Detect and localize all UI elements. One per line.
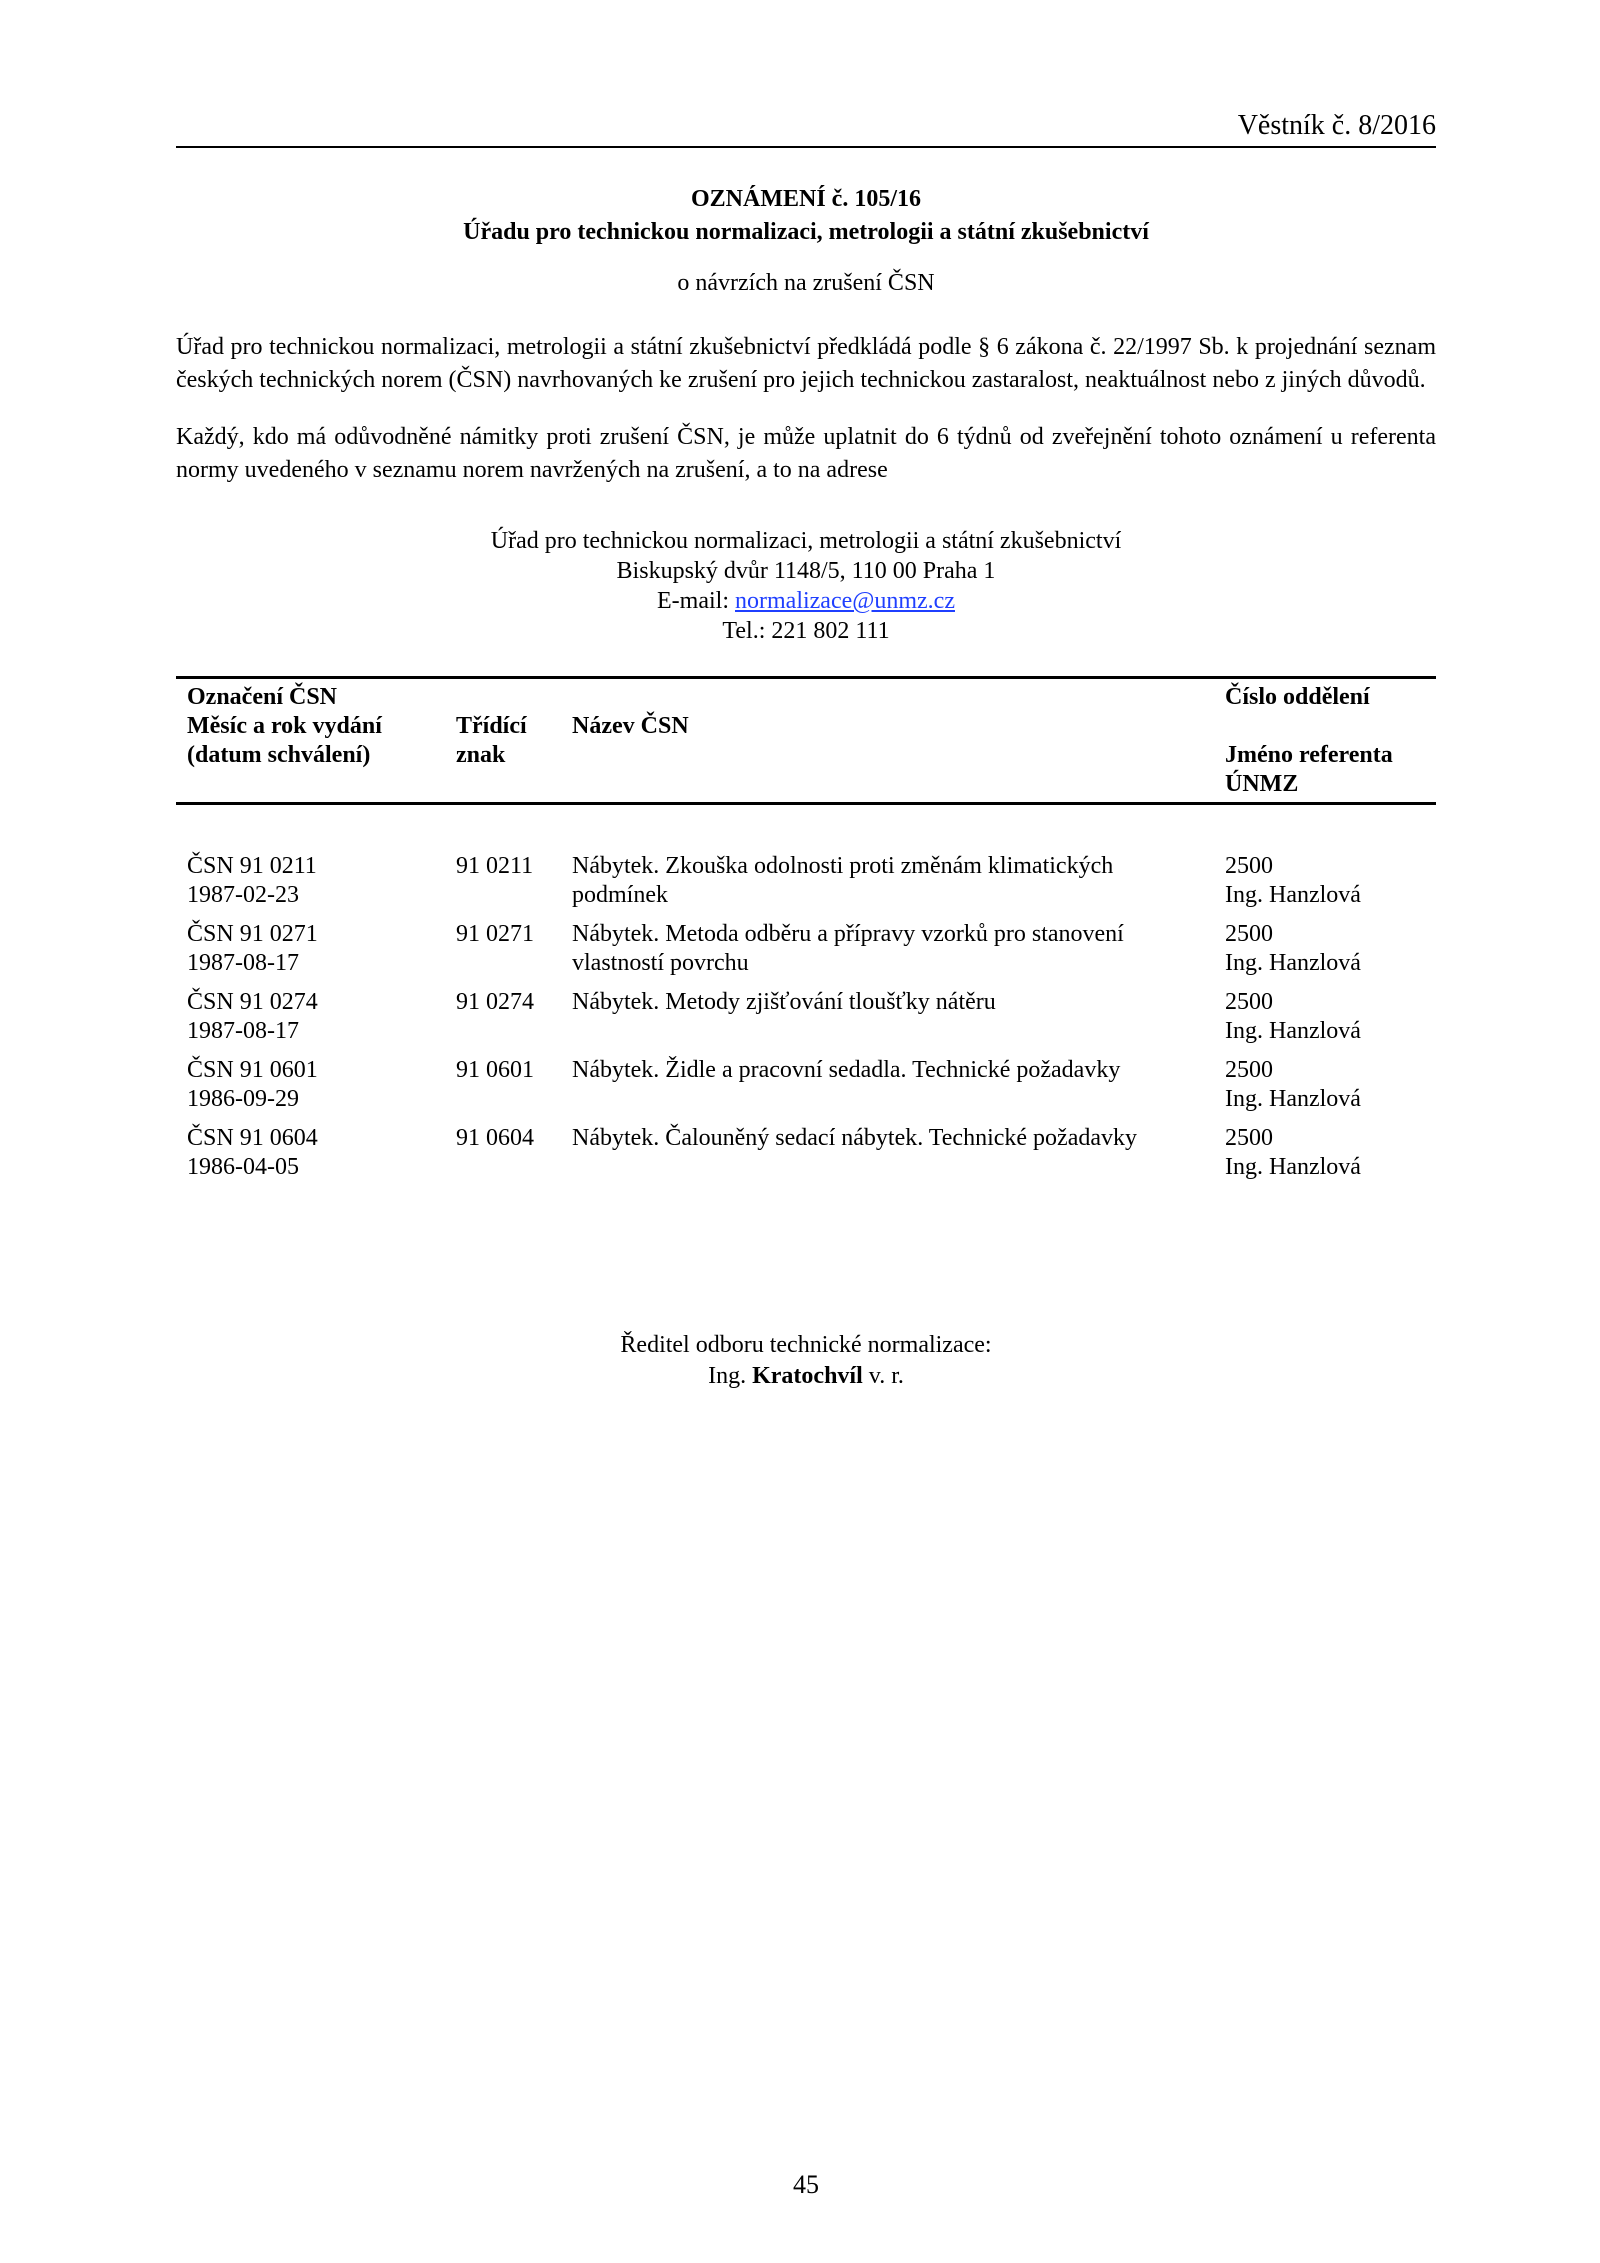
designation: ČSN 91 0211 [187,853,317,879]
standard-title: Nábytek. Zkouška odolnosti proti změnám klimatických [572,853,1114,879]
designation-cell [187,852,447,910]
signatory-name: Kratochvíl [752,1363,863,1389]
header-class-code-line1: Třídící [456,713,527,739]
email-label: E-mail: [657,588,735,614]
table-row [0,988,1600,1056]
approval-date: 1986-09-29 [187,1086,299,1112]
standard-title: Nábytek. Metody zjišťování tloušťky nátěru [572,989,996,1015]
class-code: 91 0604 [456,1125,534,1151]
intro-paragraph: Úřad pro technickou normalizaci, metrologii a státní zkušebnictví předkládá podle § 6 zákona č. 22/1997 Sb. k projednání seznam českých technických norem (ČSN) navrhovaných ke zrušení pro jejich technickou zastaralost, neaktuálnost nebo z jiných důvodů. [176,334,1436,393]
standard-title: Nábytek. Židle a pracovní sedadla. Technické požadavky [572,1057,1121,1083]
class-code: 91 0211 [456,853,534,879]
header-referent-line2: ÚNMZ [1225,771,1299,797]
signatory-suffix: v. r. [868,1363,904,1389]
designation: ČSN 91 0604 [187,1125,318,1151]
standard-title-cont: vlastností povrchu [572,950,749,976]
table-row [0,852,1600,920]
standard-title-cell [572,1056,1202,1085]
signatory-role: Ředitel odboru technické normalizace: [620,1332,992,1358]
header-approval-date-line: (datum schválení) [187,742,371,768]
address-office: Úřad pro technickou normalizaci, metrologii a státní zkušebnictví [490,528,1122,554]
address-phone: Tel.: 221 802 111 [722,618,890,644]
referent-name: Ing. Hanzlová [1225,1154,1361,1180]
referent-cell [1225,852,1425,910]
standard-title: Nábytek. Metoda odběru a přípravy vzorků pro stanovení [572,921,1124,947]
table-header-rule [176,802,1436,805]
designation: ČSN 91 0274 [187,989,318,1015]
header-referent [1225,741,1393,799]
announcement-number: OZNÁMENÍ č. 105/16 [691,186,921,212]
class-code: 91 0274 [456,989,534,1015]
table-row [0,920,1600,988]
designation-cell [187,988,447,1046]
signatory-prefix: Ing. [708,1363,747,1389]
objection-paragraph: Každý, kdo má odůvodněné námitky proti zrušení ČSN, je může uplatnit do 6 týdnů od zveřejnění tohoto oznámení u referenta normy uvedeného v seznamu norem navržených na zrušení, a to na adrese [176,424,1436,483]
designation: ČSN 91 0271 [187,921,318,947]
department-number: 2500 [1225,921,1273,947]
table-row [0,1124,1600,1192]
header-divider [176,146,1436,148]
announcement-subject: o návrzích na zrušení ČSN [677,270,935,296]
designation: ČSN 91 0601 [187,1057,318,1083]
referent-cell [1225,1056,1425,1114]
standard-title-cell [572,1124,1202,1153]
class-code: 91 0601 [456,1057,534,1083]
header-referent-line1: Jméno referenta [1225,742,1393,768]
approval-date: 1987-08-17 [187,1018,299,1044]
office-address [176,526,1436,646]
department-number: 2500 [1225,1125,1273,1151]
standard-title-cont: podmínek [572,882,668,908]
page-number: 45 [793,2170,819,2199]
table-row [0,1056,1600,1124]
designation-cell [187,920,447,978]
header-class-code [456,712,527,770]
referent-name: Ing. Hanzlová [1225,882,1361,908]
header-designation-line: Označení ČSN [187,684,337,710]
announcement-title [176,183,1436,249]
approval-date: 1986-04-05 [187,1154,299,1180]
journal-issue-header: Věstník č. 8/2016 [1237,110,1436,141]
standards-table-body [0,852,1600,1192]
referent-cell [1225,1124,1425,1182]
standard-title: Nábytek. Čalouněný sedací nábytek. Technické požadavky [572,1125,1138,1151]
standard-title-cell [572,988,1202,1017]
referent-cell [1225,920,1425,978]
approval-date: 1987-08-17 [187,950,299,976]
table-top-rule [176,676,1436,679]
referent-cell [1225,988,1425,1046]
department-number: 2500 [1225,989,1273,1015]
signature-block [176,1330,1436,1392]
header-title: Název ČSN [572,713,689,739]
designation-cell [187,1056,447,1114]
standard-title-cell [572,920,1202,978]
header-department: Číslo oddělení [1225,684,1370,710]
header-issue-date-line: Měsíc a rok vydání [187,713,382,739]
standard-title-cell [572,852,1202,910]
issuing-office: Úřadu pro technickou normalizaci, metrologii a státní zkušebnictví [463,219,1149,245]
referent-name: Ing. Hanzlová [1225,1018,1361,1044]
signatory-name-line [176,1361,1436,1392]
email-link[interactable]: normalizace@unmz.cz [735,588,955,614]
address-street: Biskupský dvůr 1148/5, 110 00 Praha 1 [616,558,996,584]
header-designation [187,683,382,770]
referent-name: Ing. Hanzlová [1225,1086,1361,1112]
designation-cell [187,1124,447,1182]
department-number: 2500 [1225,1057,1273,1083]
class-code: 91 0271 [456,921,534,947]
department-number: 2500 [1225,853,1273,879]
referent-name: Ing. Hanzlová [1225,950,1361,976]
address-email-line [176,586,1436,616]
approval-date: 1987-02-23 [187,882,299,908]
header-class-code-line2: znak [456,742,506,768]
